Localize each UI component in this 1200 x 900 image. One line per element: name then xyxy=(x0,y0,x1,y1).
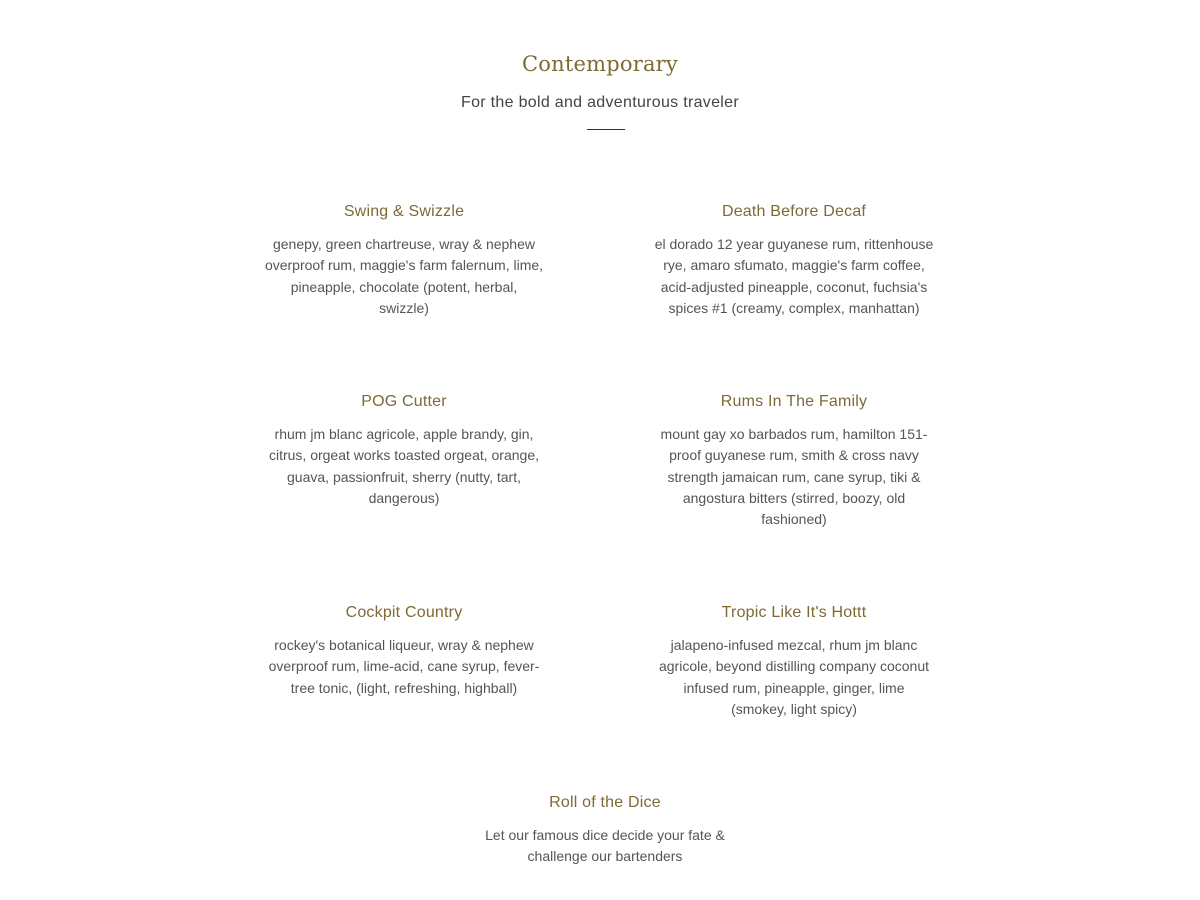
drink-cockpit-country xyxy=(264,603,544,699)
drink-name: Roll of the Dice xyxy=(549,794,661,811)
drink-death-before-decaf xyxy=(654,202,934,319)
drink-swing-and-swizzle xyxy=(264,202,544,319)
drink-description: mount gay xo barbados rum, hamilton 151-proof guyanese rum, smith & cross navy strength jamaican rum, cane syrup, tiki & angostura bitters (stirred, boozy, old fashioned) xyxy=(660,426,928,528)
drink-description: jalapeno-infused mezcal, rhum jm blanc agricole, beyond distilling company coconut infused rum, pineapple, ginger, lime (smokey, light spicy) xyxy=(658,637,930,717)
drink-rums-in-the-family xyxy=(654,392,934,530)
drink-description: rockey's botanical liqueur, wray & nephew overproof rum, lime-acid, cane syrup, fever-tree tonic, (light, refreshing, highball) xyxy=(268,637,540,696)
drink-name: POG Cutter xyxy=(361,393,447,410)
section-title: Contemporary xyxy=(522,52,678,76)
drink-name: Death Before Decaf xyxy=(721,203,867,220)
drink-description: genepy, green chartreuse, wray & nephew overproof rum, maggie's farm falernum, lime, pineapple, chocolate (potent, herbal, swizzle) xyxy=(264,236,544,316)
drink-roll-of-the-dice xyxy=(470,793,740,868)
drink-name: Tropic Like It's Hottt xyxy=(721,604,867,621)
drink-name: Swing & Swizzle xyxy=(343,203,465,220)
section-subtitle: For the bold and adventurous traveler xyxy=(461,94,739,111)
title-divider xyxy=(587,129,625,130)
drink-pog-cutter xyxy=(264,392,544,509)
drink-name: Cockpit Country xyxy=(345,604,463,621)
drink-description: Let our famous dice decide your fate & challenge our bartenders xyxy=(485,827,725,865)
drink-description: el dorado 12 year guyanese rum, rittenhouse rye, amaro sfumato, maggie's farm coffee, acid-adjusted pineapple, coconut, fuchsia's spices #1 (creamy, complex, manhattan) xyxy=(654,236,934,316)
drink-tropic-like-its-hottt xyxy=(654,603,934,720)
drink-name: Rums In The Family xyxy=(720,393,868,410)
drink-description: rhum jm blanc agricole, apple brandy, gin, citrus, orgeat works toasted orgeat, orange, guava, passionfruit, sherry (nutty, tart, dangerous) xyxy=(268,426,540,506)
